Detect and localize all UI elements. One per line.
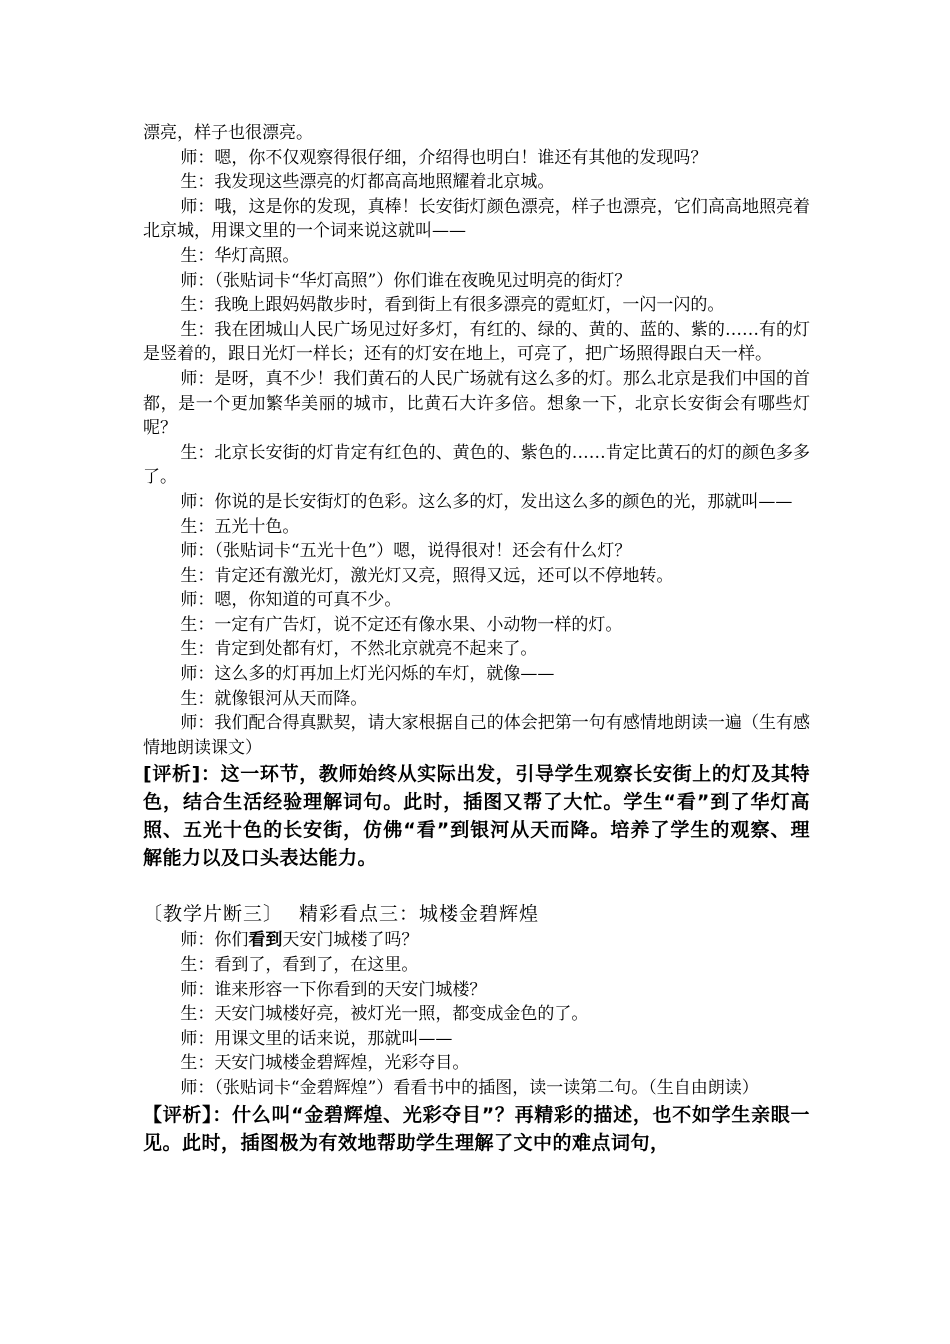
- paragraph: 生：天安门城楼好亮，被灯光一照，都变成金色的了。: [180, 1004, 589, 1025]
- blank-line: [143, 872, 810, 900]
- paragraph: 生：天安门城楼金碧辉煌，光彩夺目。: [180, 1053, 470, 1074]
- paragraph-prefix: 师：你们: [180, 930, 249, 951]
- commentary-paragraph: 【评析】：什么叫“金碧辉煌、光彩夺目”？再精彩的描述，也不如学生亲眼一见。此时，插图极为有效地帮助学生理解了文中的难点词句，: [143, 1103, 810, 1154]
- paragraph: 漂亮，样子也很漂亮。: [143, 123, 313, 143]
- section-title: 精彩看点三：城楼金碧辉煌: [299, 903, 540, 926]
- bold-phrase: 看到: [248, 930, 283, 951]
- paragraph: 师：哦，这是你的发现，真棒！长安街灯颜色漂亮，样子也漂亮，它们高高地照亮着北京城，用课文里的一个词来说这就叫——: [143, 196, 810, 242]
- paragraph: 师：（张贴词卡“华灯高照”）你们谁在夜晚见过明亮的街灯？: [180, 270, 632, 291]
- section-label: 〔教学片断三〕: [143, 903, 284, 926]
- paragraph: 师：这么多的灯再加上灯光闪烁的车灯，就像——: [180, 664, 555, 685]
- document-page: [143, 121, 810, 1157]
- paragraph: 生：肯定还有激光灯，激光灯又亮，照得又远，还可以不停地转。: [180, 565, 674, 586]
- paragraph: 师：是呀，真不少！我们黄石的人民广场就有这么多的灯。那么北京是我们中国的首都，是一个更加繁华美丽的城市，比黄石大许多倍。想象一下，北京长安街会有哪些灯呢？: [143, 368, 810, 439]
- paragraph: 生：肯定到处都有灯，不然北京就亮不起来了。: [180, 639, 538, 660]
- paragraph: [143, 928, 810, 953]
- paragraph-suffix: 天安门城楼了吗？: [282, 930, 419, 951]
- paragraph: 生：我发现这些漂亮的灯都高高地照耀着北京城。: [180, 172, 555, 193]
- paragraph: 师：用课文里的话来说，那就叫——: [180, 1028, 453, 1049]
- commentary-paragraph: [评析]：这一环节，教师始终从实际出发，引导学生观察长安街上的灯及其特色，结合生活经验理解词句。此时，插图又帮了大忙。学生“看”到了华灯高照、五光十色的长安街，仿佛“看”到银河从天而降。培养了学生的观察、理解能力以及口头表达能力。: [143, 763, 810, 870]
- paragraph: 生：我在团城山人民广场见过好多灯，有红的、绿的、黄的、蓝的、紫的……有的灯是竖着的，跟日光灯一样长；还有的灯安在地上，可亮了，把广场照得跟白天一样。: [143, 319, 810, 365]
- paragraph: 师：你说的是长安街灯的色彩。这么多的灯，发出这么多的颜色的光，那就叫——: [180, 491, 793, 512]
- paragraph: 生：华灯高照。: [180, 245, 300, 266]
- paragraph: 师：谁来形容一下你看到的天安门城楼？: [180, 979, 487, 1000]
- paragraph: 师：嗯，你不仅观察得很仔细，介绍得也明白！谁还有其他的发现吗？: [180, 147, 708, 168]
- paragraph: 师：（张贴词卡“五光十色”）嗯，说得很对！还会有什么灯？: [180, 541, 632, 562]
- paragraph: 生：北京长安街的灯肯定有红色的、黄色的、紫色的……肯定比黄石的灯的颜色多多了。: [143, 442, 810, 488]
- section-heading: [143, 900, 810, 928]
- paragraph: 师：嗯，你知道的可真不少。: [180, 590, 402, 611]
- paragraph: 师：（张贴词卡“金碧辉煌”）看看书中的插图，读一读第二句。（生自由朗读）: [180, 1078, 759, 1098]
- paragraph: 生：看到了，看到了，在这里。: [180, 955, 419, 976]
- paragraph: 生：就像银河从天而降。: [180, 688, 368, 709]
- paragraph: 生：五光十色。: [180, 516, 300, 537]
- paragraph: 师：我们配合得真默契，请大家根据自己的体会把第一句有感情地朗读一遍（生有感情地朗读课文）: [143, 713, 810, 758]
- paragraph: 生：一定有广告灯，说不定还有像水果、小动物一样的灯。: [180, 614, 623, 635]
- paragraph: 生：我晚上跟妈妈散步时，看到街上有很多漂亮的霓虹灯，一闪一闪的。: [180, 295, 725, 316]
